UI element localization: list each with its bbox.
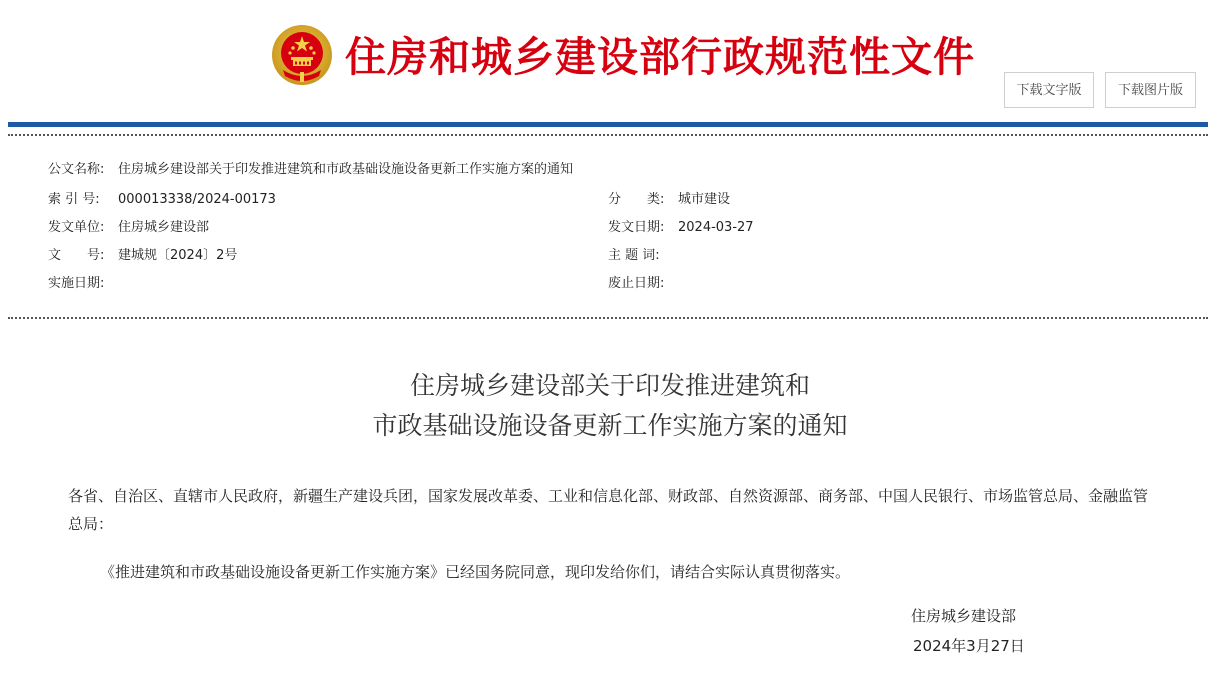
- meta-label: 公文名称:: [48, 162, 105, 177]
- meta-value: 000013338/2024-00173: [118, 192, 276, 207]
- body-paragraph: 《推进建筑和市政基础设施设备更新工作实施方案》已经国务院同意，现印发给你们，请结合实际认真贯彻落实。: [100, 563, 851, 581]
- meta-category: [608, 190, 730, 210]
- document-title-line-2: 市政基础设施设备更新工作实施方案的通知: [372, 411, 848, 440]
- page-header: [0, 0, 1220, 122]
- meta-value: 住房城乡建设部: [118, 220, 210, 235]
- meta-label: 发文单位:: [48, 220, 105, 235]
- signature-organization: 住房城乡建设部: [911, 607, 1017, 625]
- meta-label: 分 类:: [608, 192, 665, 207]
- meta-issuer: [48, 218, 209, 238]
- metadata-bottom-divider: [8, 317, 1208, 319]
- document-title-line-1: 住房城乡建设部关于印发推进建筑和: [409, 371, 810, 400]
- meta-value: 2024-03-27: [678, 220, 754, 235]
- national-emblem-icon: [271, 24, 333, 86]
- meta-label: 主 题 词:: [608, 248, 660, 263]
- meta-keywords: [608, 246, 678, 266]
- signature-date: 2024年3月27日: [913, 637, 1025, 655]
- meta-issue-date: [608, 218, 754, 238]
- meta-doc-no: [48, 246, 237, 266]
- meta-label: 索 引 号:: [48, 192, 100, 207]
- meta-expiry-date: [608, 274, 678, 294]
- meta-label: 发文日期:: [608, 220, 665, 235]
- site-title: 住房和城乡建设部行政规范性文件: [345, 33, 975, 81]
- meta-label: 废止日期:: [608, 276, 665, 291]
- meta-value: 建城规〔2024〕2号: [118, 248, 238, 263]
- meta-effective-date: [48, 274, 118, 294]
- download-image-version-button[interactable]: 下载图片版: [1105, 72, 1196, 108]
- meta-doc-name: [48, 160, 573, 180]
- meta-label: 文 号:: [48, 248, 105, 263]
- meta-value: 住房城乡建设部关于印发推进建筑和市政基础设施设备更新工作实施方案的通知: [118, 162, 574, 177]
- meta-label: 实施日期:: [48, 276, 105, 291]
- meta-index: [48, 190, 276, 210]
- recipients-paragraph: 各省、自治区、直辖市人民政府，新疆生产建设兵团，国家发展改革委、工业和信息化部、财政部、自然资源部、商务部、中国人民银行、市场监管总局、金融监管总局：: [68, 487, 1149, 533]
- metadata-top-divider: [8, 134, 1208, 136]
- meta-value: 城市建设: [678, 192, 731, 207]
- download-text-version-button[interactable]: 下载文字版: [1004, 72, 1094, 108]
- header-divider-bar: [8, 122, 1208, 127]
